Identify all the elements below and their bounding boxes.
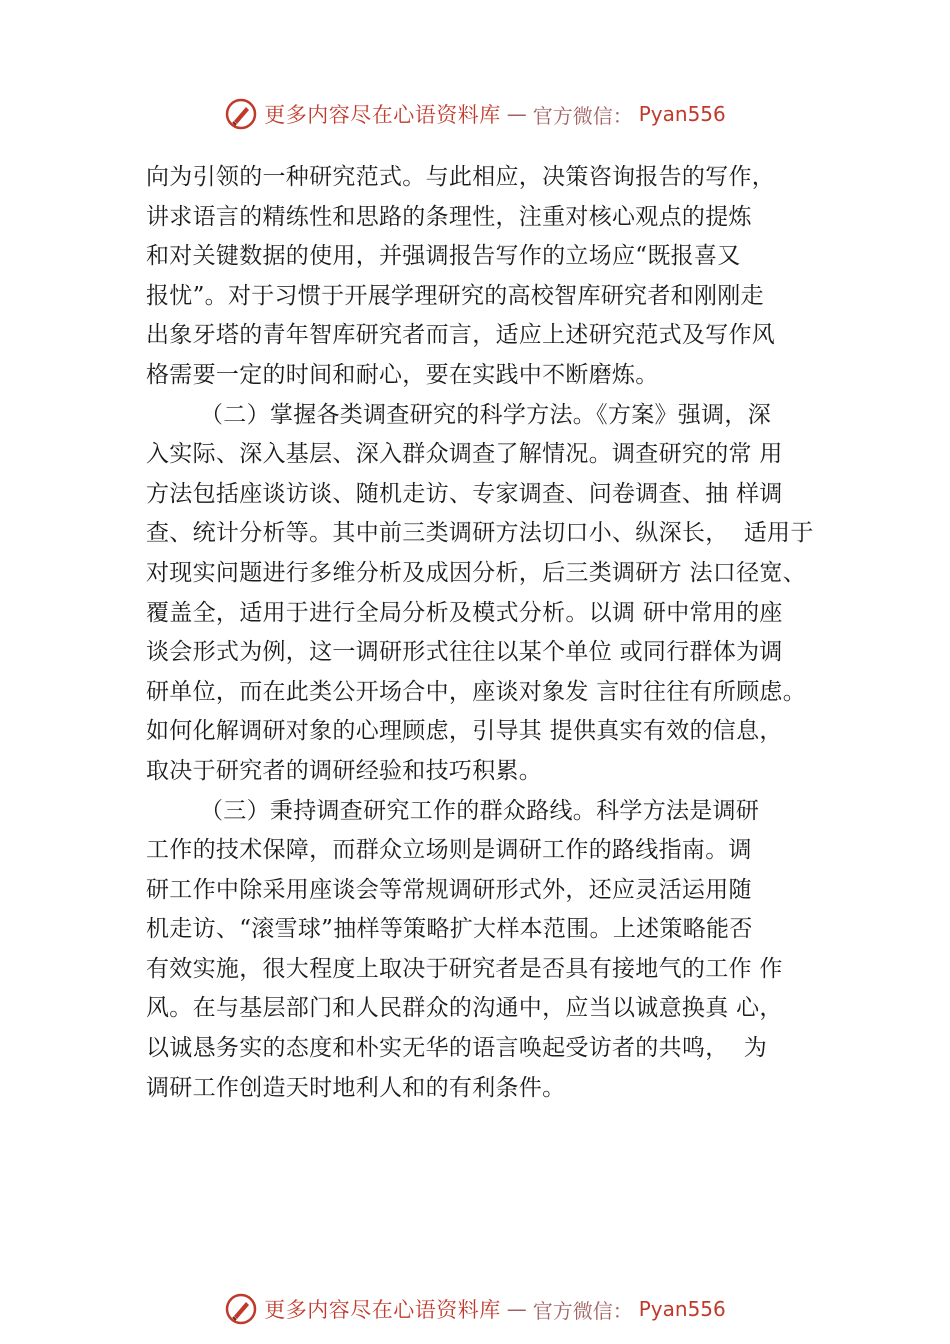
text-line: 报忧”。对于习惯于开展学理研究的高校智库研究者和刚刚走 (146, 282, 764, 309)
text-line: 调研工作创造天时地利人和的有利条件。 (146, 1074, 566, 1101)
document-body (146, 158, 846, 1108)
text-line: 和对关键数据的使用，并强调报告写作的立场应“既报喜又 (146, 243, 741, 270)
footer-watermark (0, 1289, 950, 1329)
header-watermark (0, 94, 950, 134)
text-line: 入实际、深入基层、深入群众调查了解情况。调查研究的常 用 (146, 441, 783, 468)
text-line: 格需要一定的时间和耐心，要在实践中不断磨炼。 (146, 361, 659, 388)
text-line: 向为引领的一种研究范式。与此相应，决策咨询报告的写作， (146, 164, 776, 190)
section-heading-2: （二）掌握各类调查研究的科学方法。《方案》强调，深 (200, 401, 771, 428)
text-line: 研单位，而在此类公开场合中，座谈对象发 言时往往有所顾虑。 (146, 678, 807, 705)
text-line: 有效实施，很大程度上取决于研究者是否具有接地气的工作 作 (146, 955, 783, 982)
text-line: 风。在与基层部门和人民群众的沟通中，应当以诚意换真 心， (146, 995, 783, 1022)
text-line: 机走访、“滚雪球”抽样等策略扩大样本范围。上述策略能否 (146, 916, 753, 943)
watermark-label: 官方微信： (532, 1298, 633, 1323)
watermark-dash: — (506, 1297, 527, 1321)
watermark-brand: 更多内容尽在心语资料库 (264, 103, 501, 127)
text-line: 查、统计分析等。其中前三类调研方法切口小、纵深长， 适用于 (146, 520, 814, 547)
text-line: 谈会形式为例，这一调研形式往往以某个单位 或同行群体为调 (146, 639, 783, 666)
watermark-id: Pyan556 (638, 1297, 726, 1321)
text-line: 覆盖全，适用于进行全局分析及模式分析。以调 研中常用的座 (146, 599, 783, 626)
text-line: 以诚恳务实的态度和朴实无华的语言唤起受访者的共鸣， 为 (146, 1035, 768, 1062)
text-line: 取决于研究者的调研经验和技巧积累。 (146, 757, 543, 784)
watermark-id: Pyan556 (638, 102, 726, 126)
text-line: 出象牙塔的青年智库研究者而言，适应上述研究范式及写作风 (146, 322, 776, 349)
watermark-brand: 更多内容尽在心语资料库 (264, 1298, 501, 1322)
section-heading-3: （三）秉持调查研究工作的群众路线。科学方法是调研 (200, 797, 760, 824)
text-line: 研工作中除采用座谈会等常规调研形式外，还应灵活运用随 (146, 876, 752, 903)
pen-logo-icon (224, 1292, 258, 1326)
text-line: 如何化解调研对象的心理顾虑，引导其 提供真实有效的信息， (146, 718, 783, 745)
text-line: 方法包括座谈访谈、随机走访、专家调查、问卷调查、抽 样调 (146, 480, 783, 507)
watermark-dash: — (506, 102, 527, 126)
text-line: 对现实问题进行多维分析及成因分析，后三类调研方 法口径宽、 (146, 559, 807, 586)
text-line: 工作的技术保障，而群众立场则是调研工作的路线指南。调 (146, 837, 752, 864)
pen-logo-icon (224, 97, 258, 131)
text-line: 讲求语言的精练性和思路的条理性，注重对核心观点的提炼 (146, 203, 752, 230)
watermark-label: 官方微信： (532, 103, 633, 128)
